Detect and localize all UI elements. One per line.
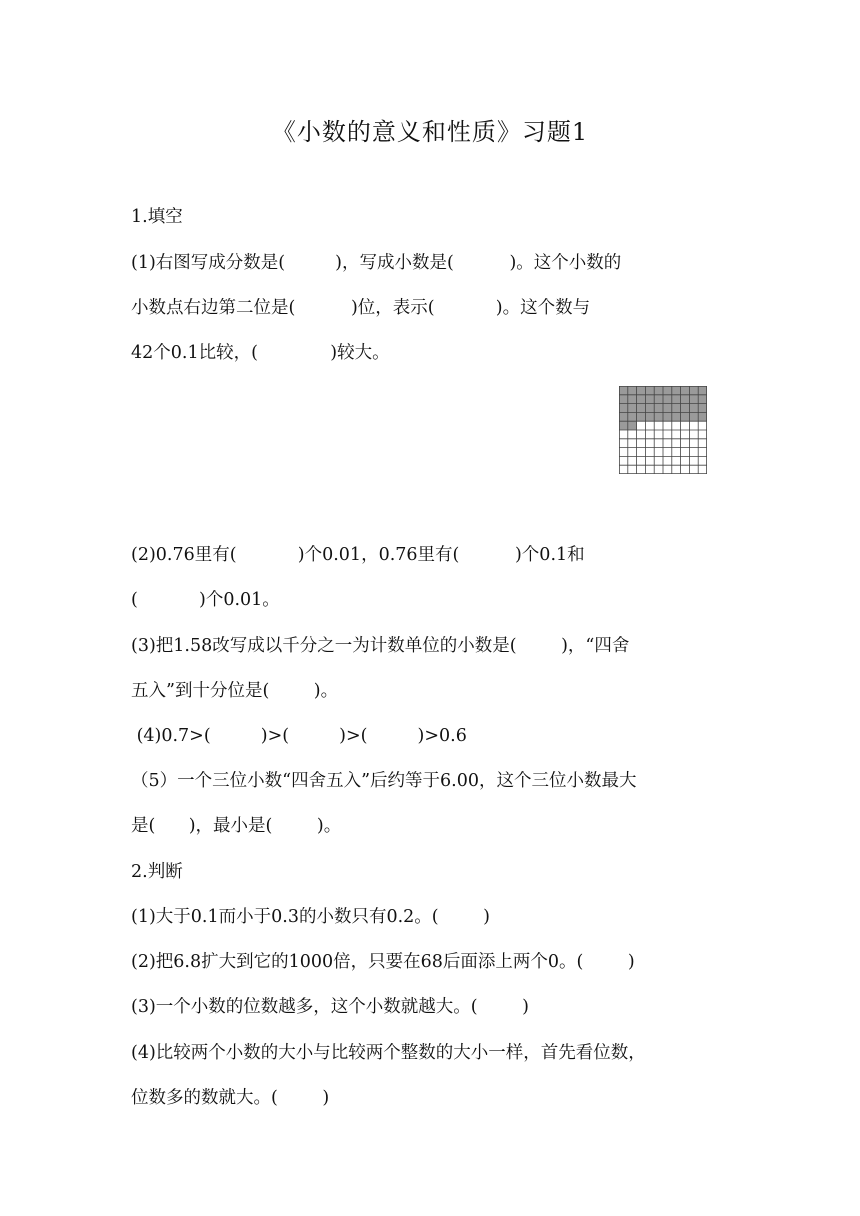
shaded-cell — [681, 404, 690, 413]
shaded-cell — [681, 412, 690, 421]
q2-line2: ( )个0.01。 — [131, 590, 280, 610]
page-title: 《小数的意义和性质》习题1 — [271, 118, 589, 146]
shaded-cell — [619, 421, 628, 430]
shaded-cell — [672, 386, 681, 395]
shaded-cell — [663, 395, 672, 404]
q1-line3: 42个0.1比较，( )较大。 — [131, 343, 390, 363]
judge-item-3: (3)一个小数的位数越多，这个小数就越大。( ) — [131, 997, 529, 1017]
q5-line2: 是( )，最小是( )。 — [131, 816, 342, 836]
judge-item-4-line1: (4)比较两个小数的大小与比较两个整数的大小一样，首先看位数， — [131, 1043, 646, 1063]
shaded-cell — [698, 412, 707, 421]
shaded-cell — [663, 404, 672, 413]
shaded-cell — [698, 386, 707, 395]
shaded-cell — [663, 412, 672, 421]
shaded-cell — [681, 395, 690, 404]
shaded-cell — [637, 395, 646, 404]
shaded-cell — [637, 386, 646, 395]
q5-line1: （5）一个三位小数“四舍五入”后约等于6.00，这个三位小数最大 — [131, 771, 637, 791]
judge-item-4-line2: 位数多的数就大。( ) — [131, 1088, 330, 1108]
shaded-cell — [663, 386, 672, 395]
shaded-cell — [654, 412, 663, 421]
judge-item-1: (1)大于0.1而小于0.3的小数只有0.2。( ) — [131, 907, 490, 927]
shaded-cell — [698, 395, 707, 404]
section1-heading: 1.填空 — [131, 207, 183, 227]
shaded-cell — [619, 386, 628, 395]
shaded-cell — [619, 412, 628, 421]
q1-line1: (1)右图写成分数是( )，写成小数是( )。这个小数的 — [131, 253, 622, 273]
shaded-cell — [628, 421, 637, 430]
shaded-cell — [672, 395, 681, 404]
shaded-cell — [637, 412, 646, 421]
shaded-cell — [654, 395, 663, 404]
shaded-cell — [654, 404, 663, 413]
shaded-cell — [689, 404, 698, 413]
shaded-cell — [689, 412, 698, 421]
shaded-cell — [698, 404, 707, 413]
shaded-cell — [645, 395, 654, 404]
shaded-cell — [645, 412, 654, 421]
shaded-cell — [637, 404, 646, 413]
shaded-cell — [619, 404, 628, 413]
shaded-cell — [645, 386, 654, 395]
shaded-cell — [628, 404, 637, 413]
judge-item-2: (2)把6.8扩大到它的1000倍，只要在68后面添上两个0。( ) — [131, 952, 635, 972]
q1-line2: 小数点右边第二位是( )位，表示( )。这个数与 — [131, 298, 591, 318]
q2-line1: (2)0.76里有( )个0.01，0.76里有( )个0.1和 — [131, 545, 585, 565]
shaded-cell — [619, 395, 628, 404]
shaded-cell — [689, 395, 698, 404]
shaded-cell — [672, 412, 681, 421]
shaded-cell — [628, 395, 637, 404]
shaded-cell — [628, 386, 637, 395]
shaded-cell — [654, 386, 663, 395]
shaded-cell — [681, 386, 690, 395]
q3-line1: (3)把1.58改写成以千分之一为计数单位的小数是( )，“四舍 — [131, 636, 630, 656]
hundred-grid-figure — [619, 386, 707, 474]
shaded-cell — [645, 404, 654, 413]
q4-line: (4)0.7>( )>( )>( )>0.6 — [131, 726, 467, 746]
shaded-cell — [689, 386, 698, 395]
section2-heading: 2.判断 — [131, 862, 183, 882]
shaded-cell — [628, 412, 637, 421]
q3-line2: 五入”到十分位是( )。 — [131, 681, 339, 701]
shaded-cell — [672, 404, 681, 413]
